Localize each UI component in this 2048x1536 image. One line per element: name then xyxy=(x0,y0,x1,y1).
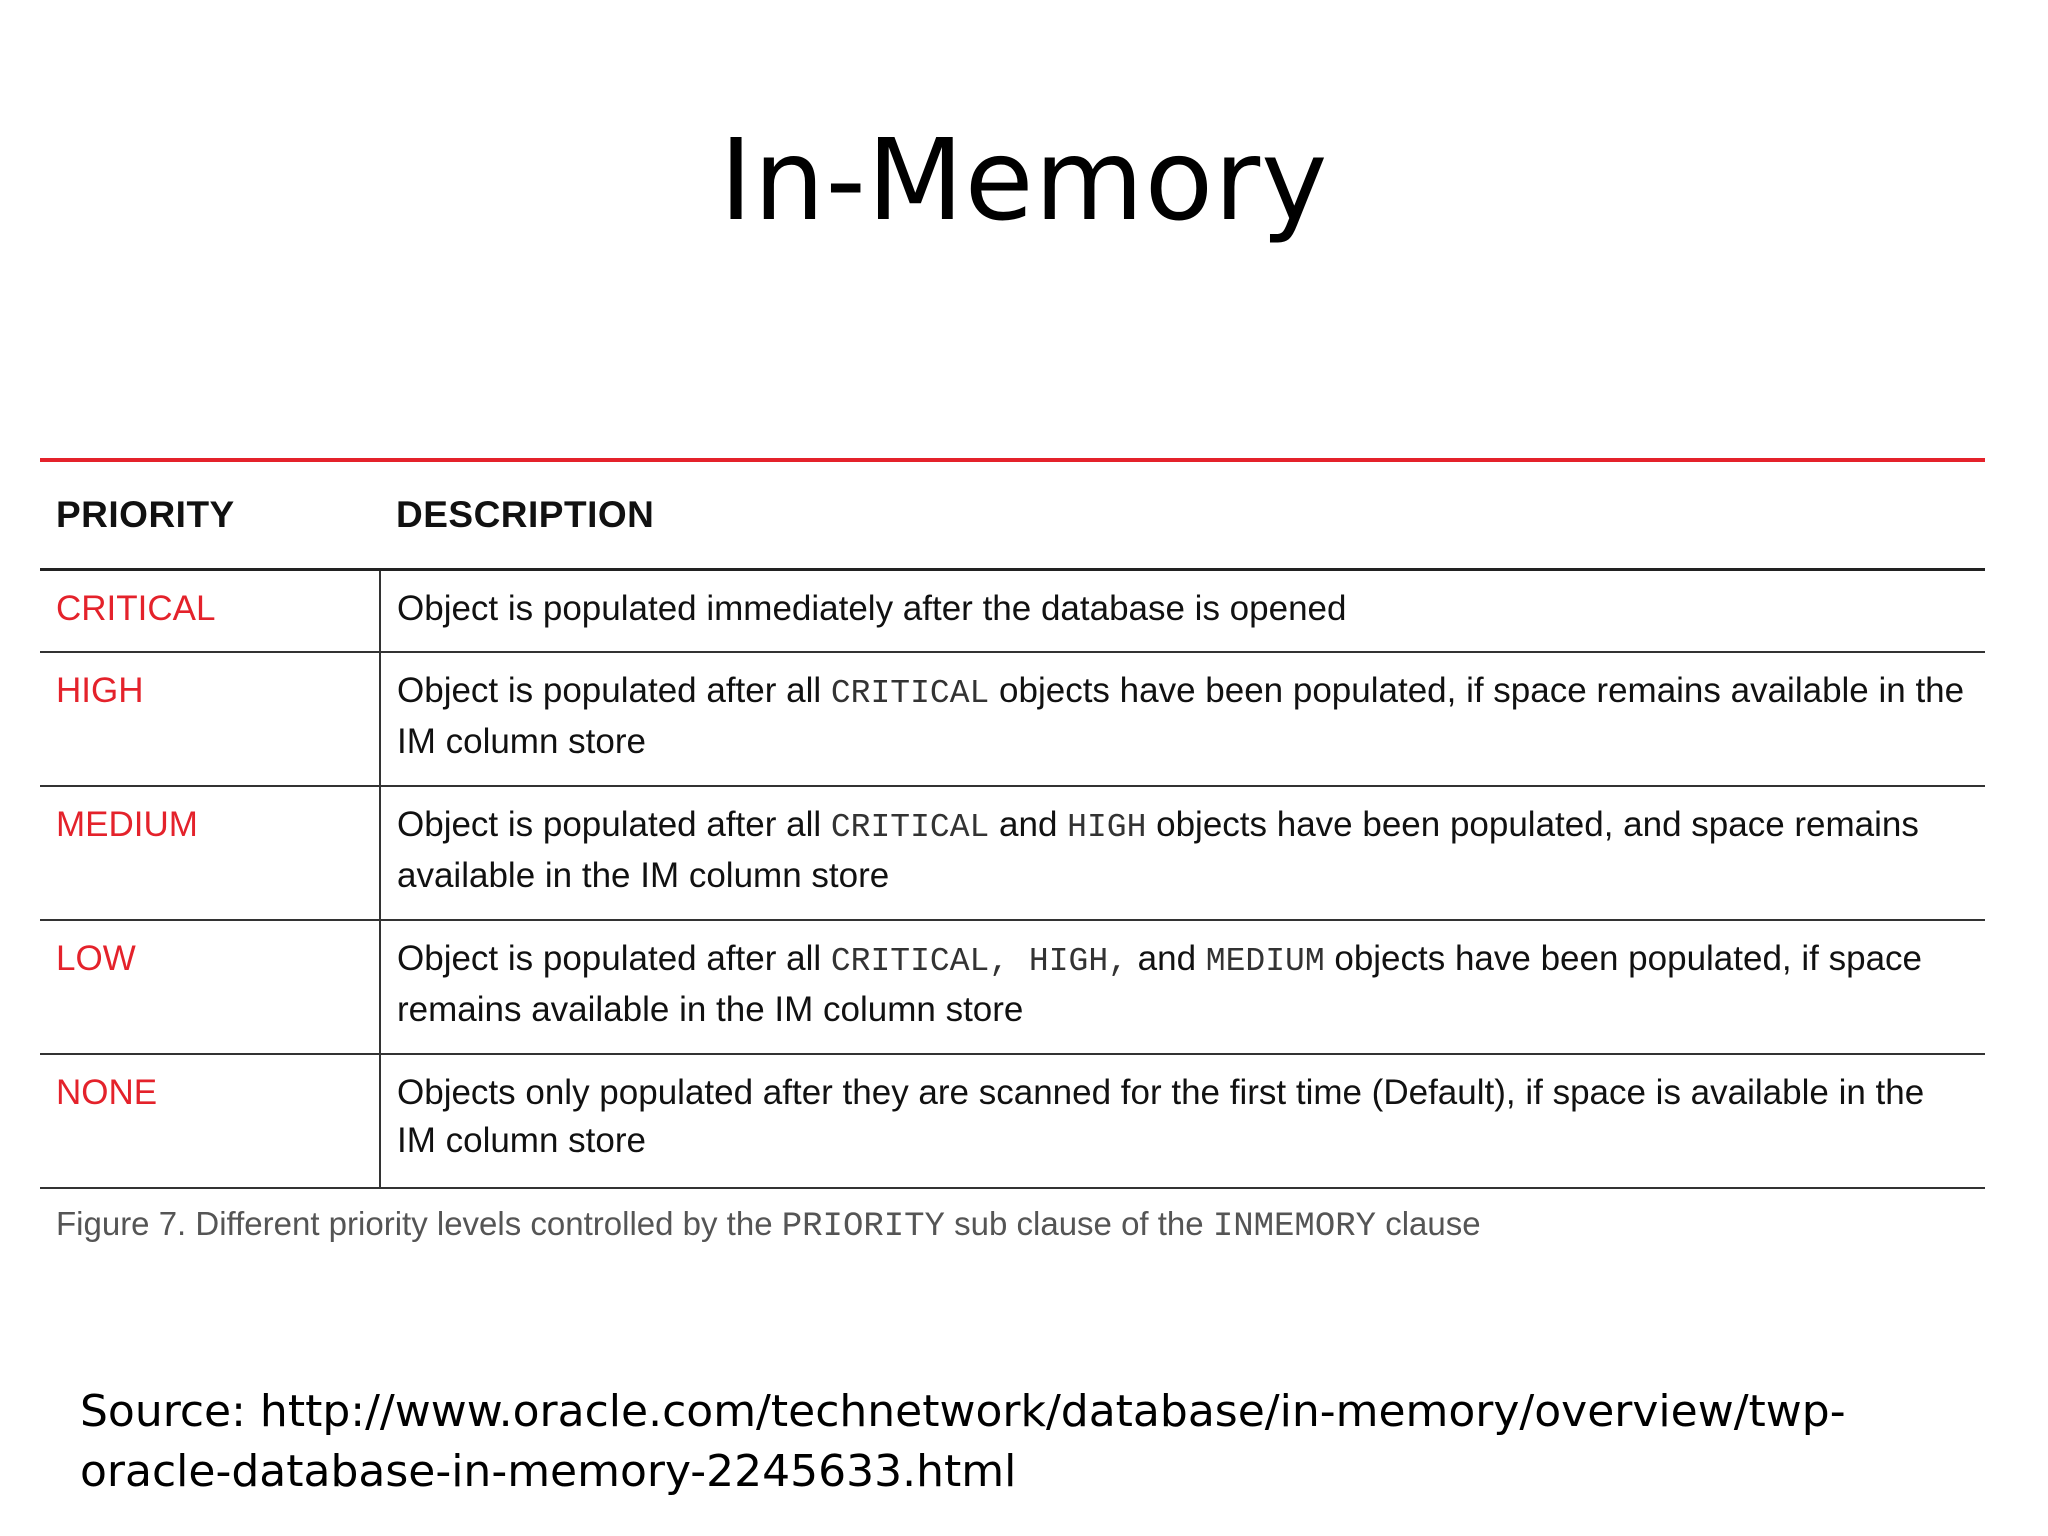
source-line-2: oracle-database-in-memory-2245633.html xyxy=(80,1446,1017,1497)
description-text: Object is populated after all xyxy=(397,805,831,844)
description-low xyxy=(380,920,1985,1054)
code-keyword: CRITICAL xyxy=(830,675,990,712)
description-critical xyxy=(380,570,1985,653)
caption-code: PRIORITY xyxy=(781,1208,945,1246)
priority-high: HIGH xyxy=(40,652,380,786)
caption-text: sub clause of the xyxy=(944,1205,1213,1242)
code-keyword: MEDIUM xyxy=(1205,943,1325,980)
description-text: Object is populated immediately after the database is opened xyxy=(397,589,1347,628)
code-keyword: CRITICAL xyxy=(830,809,990,846)
source-citation xyxy=(80,1382,1960,1502)
description-text: Object is populated after all xyxy=(397,671,831,710)
table-row-low xyxy=(40,920,1985,1054)
table-header-row xyxy=(40,462,1985,570)
table-row-none xyxy=(40,1054,1985,1188)
table-row-critical xyxy=(40,570,1985,653)
description-none xyxy=(380,1054,1985,1188)
caption-text: Figure 7. Different priority levels controlled by the xyxy=(56,1205,782,1242)
description-text: Object is populated after all xyxy=(397,939,831,978)
caption-text: clause xyxy=(1376,1205,1481,1242)
priority-medium: MEDIUM xyxy=(40,786,380,920)
source-line-1: Source: http://www.oracle.com/technetwork/database/in-memory/overview/twp- xyxy=(80,1386,1846,1437)
priority-low: LOW xyxy=(40,920,380,1054)
description-text: Objects only populated after they are scanned for the first time (Default), if space is available in the IM column store xyxy=(397,1073,1925,1160)
caption-code: INMEMORY xyxy=(1212,1208,1377,1246)
priority-none: NONE xyxy=(40,1054,380,1188)
code-keyword: CRITICAL, HIGH, xyxy=(830,943,1128,980)
slide-title: In-Memory xyxy=(719,116,1329,246)
description-text: objects have been populated, and space remains available in the IM column store xyxy=(397,805,1919,895)
description-text: and xyxy=(1127,939,1206,978)
description-medium xyxy=(380,786,1985,920)
description-high xyxy=(380,652,1985,786)
priority-table xyxy=(40,462,1985,1189)
priority-figure xyxy=(40,458,1985,1246)
header-priority: PRIORITY xyxy=(40,462,380,570)
figure-caption xyxy=(40,1205,1985,1246)
description-text: objects have been populated, if space remains available in the IM column store xyxy=(397,939,1923,1029)
description-text: objects have been populated, if space remains available in the IM column store xyxy=(397,671,1965,761)
header-description: DESCRIPTION xyxy=(380,462,1985,570)
table-row-high xyxy=(40,652,1985,786)
priority-critical: CRITICAL xyxy=(40,570,380,653)
description-text: and xyxy=(989,805,1068,844)
table-row-medium xyxy=(40,786,1985,920)
code-keyword: HIGH xyxy=(1067,809,1147,846)
